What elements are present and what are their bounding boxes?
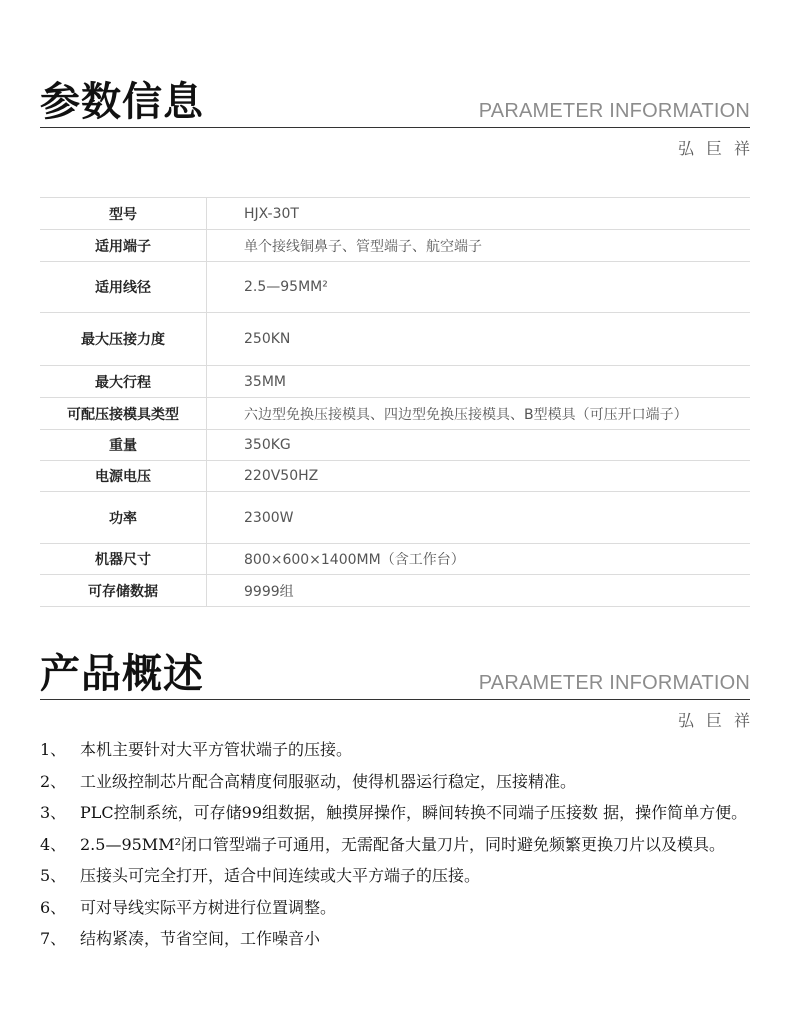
- table-row: [40, 544, 750, 575]
- table-row: [40, 492, 750, 544]
- param-value: 9999组: [207, 575, 751, 607]
- params-section-subtitle: PARAMETER INFORMATION: [478, 100, 750, 122]
- list-item-text: 压接头可完全打开，适合中间连续或大平方端子的压接。: [80, 866, 481, 885]
- table-row: [40, 575, 750, 607]
- param-value: 2300W: [207, 492, 751, 544]
- param-value: 2.5—95MM²: [207, 262, 751, 313]
- table-row: [40, 366, 750, 398]
- list-item-text: 可对导线实际平方树进行位置调整。: [80, 897, 337, 917]
- list-item-text: PLC控制系统，可存储99组数据，触摸屏操作，瞬间转换不同端子压接数 据，操作简单方便。: [80, 803, 748, 822]
- params-table: [40, 197, 750, 607]
- list-item: [40, 797, 752, 829]
- list-item-text: 2.5—95MM²闭口管型端子可通用，无需配备大量刀片，同时避免频繁更换刀片以及模具。: [80, 834, 725, 854]
- param-value: 800×600×1400MM（含工作台）: [207, 544, 751, 575]
- param-value: 单个接线铜鼻子、管型端子、航空端子: [207, 230, 751, 262]
- param-value: 250KN: [207, 313, 751, 366]
- param-value: HJX-30T: [207, 198, 751, 230]
- param-label: 型号: [40, 198, 207, 230]
- table-row: [40, 430, 750, 461]
- list-item: [40, 923, 752, 955]
- param-label: 适用线径: [40, 262, 207, 313]
- overview-section-title: 产品概述: [40, 651, 204, 697]
- list-item: [40, 892, 752, 924]
- overview-list: [40, 734, 752, 955]
- table-row: [40, 313, 750, 366]
- list-item-number: 2、: [40, 771, 67, 791]
- list-item: [40, 829, 752, 861]
- overview-section-header: [40, 651, 762, 732]
- param-label: 最大行程: [40, 366, 207, 398]
- table-row: [40, 198, 750, 230]
- table-row: [40, 262, 750, 313]
- params-section-divider: [40, 127, 750, 128]
- param-label: 重量: [40, 430, 207, 461]
- overview-section-subtitle: PARAMETER INFORMATION: [478, 672, 750, 694]
- list-item-text: 本机主要针对大平方管状端子的压接。: [80, 740, 353, 759]
- list-item-text: 工业级控制芯片配合高精度伺服驱动，使得机器运行稳定，压接精准。: [80, 771, 577, 791]
- list-item: [40, 734, 752, 766]
- param-label: 可配压接模具类型: [40, 398, 207, 430]
- table-row: [40, 461, 750, 492]
- list-item-number: 6、: [40, 897, 67, 917]
- param-label: 最大压接力度: [40, 313, 207, 366]
- list-item-number: 7、: [40, 929, 67, 948]
- list-item-number: 3、: [40, 803, 67, 822]
- param-value: 220V50HZ: [207, 461, 751, 492]
- param-label: 机器尺寸: [40, 544, 207, 575]
- param-label: 功率: [40, 492, 207, 544]
- table-row: [40, 230, 750, 262]
- overview-section-divider: [40, 699, 750, 700]
- table-row: [40, 398, 750, 430]
- overview-section-brand: 弘巨祥: [677, 711, 762, 730]
- params-section-brand: 弘巨祥: [677, 139, 762, 158]
- params-section-title: 参数信息: [40, 79, 204, 125]
- param-value: 35MM: [207, 366, 751, 398]
- list-item-number: 4、: [40, 834, 67, 854]
- param-label: 可存储数据: [40, 575, 207, 607]
- list-item: [40, 766, 752, 798]
- param-label: 电源电压: [40, 461, 207, 492]
- params-section-header: [40, 79, 762, 160]
- list-item-number: 5、: [40, 866, 67, 885]
- list-item: [40, 860, 752, 892]
- param-value: 六边型免换压接模具、四边型免换压接模具、B型模具（可压开口端子）: [207, 398, 751, 430]
- list-item-number: 1、: [40, 740, 67, 759]
- param-value: 350KG: [207, 430, 751, 461]
- list-item-text: 结构紧凑，节省空间，工作噪音小: [80, 929, 321, 948]
- param-label: 适用端子: [40, 230, 207, 262]
